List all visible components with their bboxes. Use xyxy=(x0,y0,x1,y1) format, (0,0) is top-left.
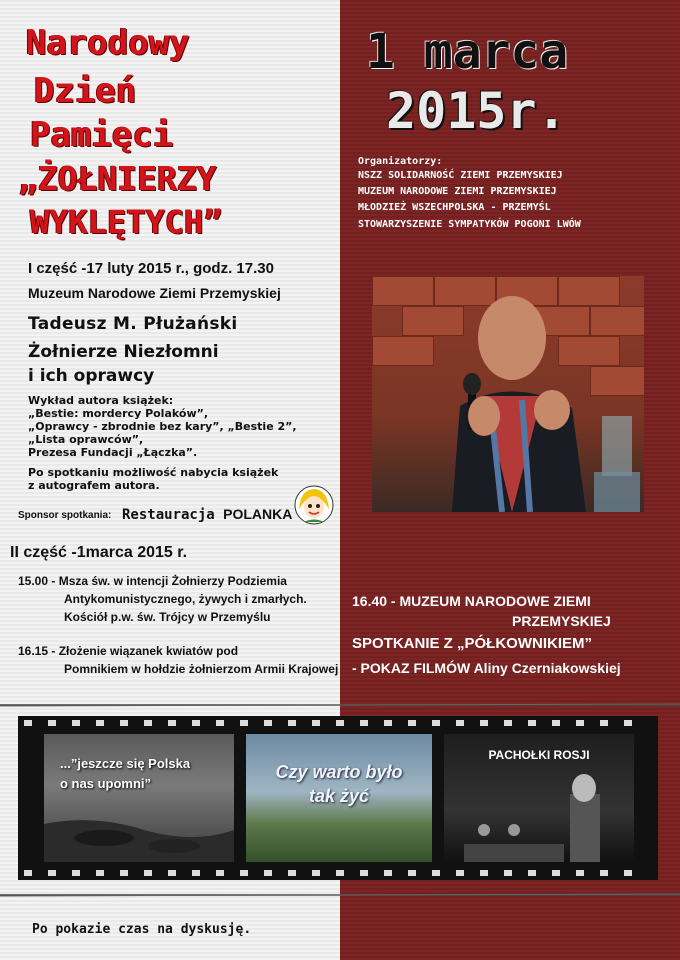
item1-line-1: 15.00 - Msza św. w intencji Żołnierzy Podziemia xyxy=(18,574,287,588)
film-2-title-line-1: Czy warto było xyxy=(275,762,403,782)
speaker-name: Tadeusz M. Płużański xyxy=(28,314,238,334)
topic-line-2: i ich oprawcy xyxy=(28,366,155,386)
title-line-1: Narodowy xyxy=(26,23,190,63)
date-line-1: 1 marca xyxy=(366,24,569,80)
film-frame-3 xyxy=(444,734,634,862)
organizer-item: STOWARZYSZENIE SYMPATYKÓW POGONI LWÓW xyxy=(358,219,581,230)
organizer-item: NSZZ SOLIDARNOŚĆ ZIEMI PRZEMYSKIEJ xyxy=(358,170,563,181)
organizer-item: MŁODZIEŻ WSZECHPOLSKA - PRZEMYŚL xyxy=(358,202,551,213)
after-line: Po spotkaniu możliwość nabycia książek xyxy=(28,466,279,479)
item3-film-show: - POKAZ FILMÓW xyxy=(352,660,471,676)
topic-line-1: Żołnierze Niezłomni xyxy=(28,342,219,362)
item3-line-2: PRZEMYSKIEJ xyxy=(512,613,611,629)
lecture-line: „Bestie: mordercy Polaków”, xyxy=(28,407,209,420)
polanka-mascot-icon xyxy=(294,484,334,526)
barbed-wire-icon xyxy=(0,700,680,710)
organizers-heading: Organizatorzy: xyxy=(358,156,443,167)
lecture-line: Prezesa Fundacji „Łączka”. xyxy=(28,446,198,459)
sponsor-restaurant: Restauracja xyxy=(122,507,215,523)
item3-author: Aliny Czerniakowskiej xyxy=(470,660,621,676)
item3-line-4 xyxy=(352,660,621,676)
item3-line-3: SPOTKANIE Z „PÓŁKOWNIKIEM” xyxy=(352,635,592,652)
part1-venue: Muzeum Narodowe Ziemi Przemyskiej xyxy=(28,285,281,301)
item1-line-2: Antykomunistycznego, żywych i zmarłych. xyxy=(64,592,307,606)
lecture-line: Wykład autora książek: xyxy=(28,394,174,407)
title-line-5: WYKLĘTYCH” xyxy=(30,203,223,241)
film-2-title-line-2: tak żyć xyxy=(308,786,370,806)
part2-heading: II część -1marca 2015 r. xyxy=(10,544,188,561)
title-line-4: „ŻOŁNIERZY xyxy=(18,159,217,198)
item2-line-1: 16.15 - Złożenie wiązanek kwiatów pod xyxy=(18,644,239,658)
sponsor-label: Sponsor spotkania: xyxy=(18,510,112,521)
film-1-title-line-2: o nas upomni” xyxy=(60,776,151,791)
speaker-photo xyxy=(372,276,644,512)
footer-note: Po pokazie czas na dyskusję. xyxy=(32,922,252,937)
barbed-wire-icon xyxy=(0,890,680,900)
sponsor-brand: POLANKA xyxy=(223,506,293,522)
film-strip xyxy=(18,716,658,880)
after-line: z autografem autora. xyxy=(28,479,160,492)
lecture-line: „Oprawcy - zbrodnie bez kary”, „Bestie 2”, xyxy=(28,420,297,433)
film-frame-1 xyxy=(44,734,234,862)
item2-line-2: Pomnikiem w hołdzie żołnierzom Armii Krajowej xyxy=(64,662,339,676)
item1-line-3: Kościół p.w. św. Trójcy w Przemyślu xyxy=(64,610,271,624)
title-line-3: Pamięci xyxy=(30,115,174,155)
sponsor-name xyxy=(122,506,292,523)
title-line-2: Dzień xyxy=(34,71,137,111)
item3-line-1: 16.40 - MUZEUM NARODOWE ZIEMI xyxy=(352,593,591,609)
film-frame-2 xyxy=(246,734,432,862)
film-3-title: PACHOŁKI ROSJI xyxy=(488,748,590,762)
film-1-title-line-1: ...”jeszcze się Polska xyxy=(60,756,191,771)
date-line-2: 2015r. xyxy=(386,82,567,140)
part1-heading: I część -17 luty 2015 r., godz. 17.30 xyxy=(28,260,274,277)
organizer-item: MUZEUM NARODOWE ZIEMI PRZEMYSKIEJ xyxy=(358,186,557,197)
lecture-line: „Lista oprawców”, xyxy=(28,433,144,446)
